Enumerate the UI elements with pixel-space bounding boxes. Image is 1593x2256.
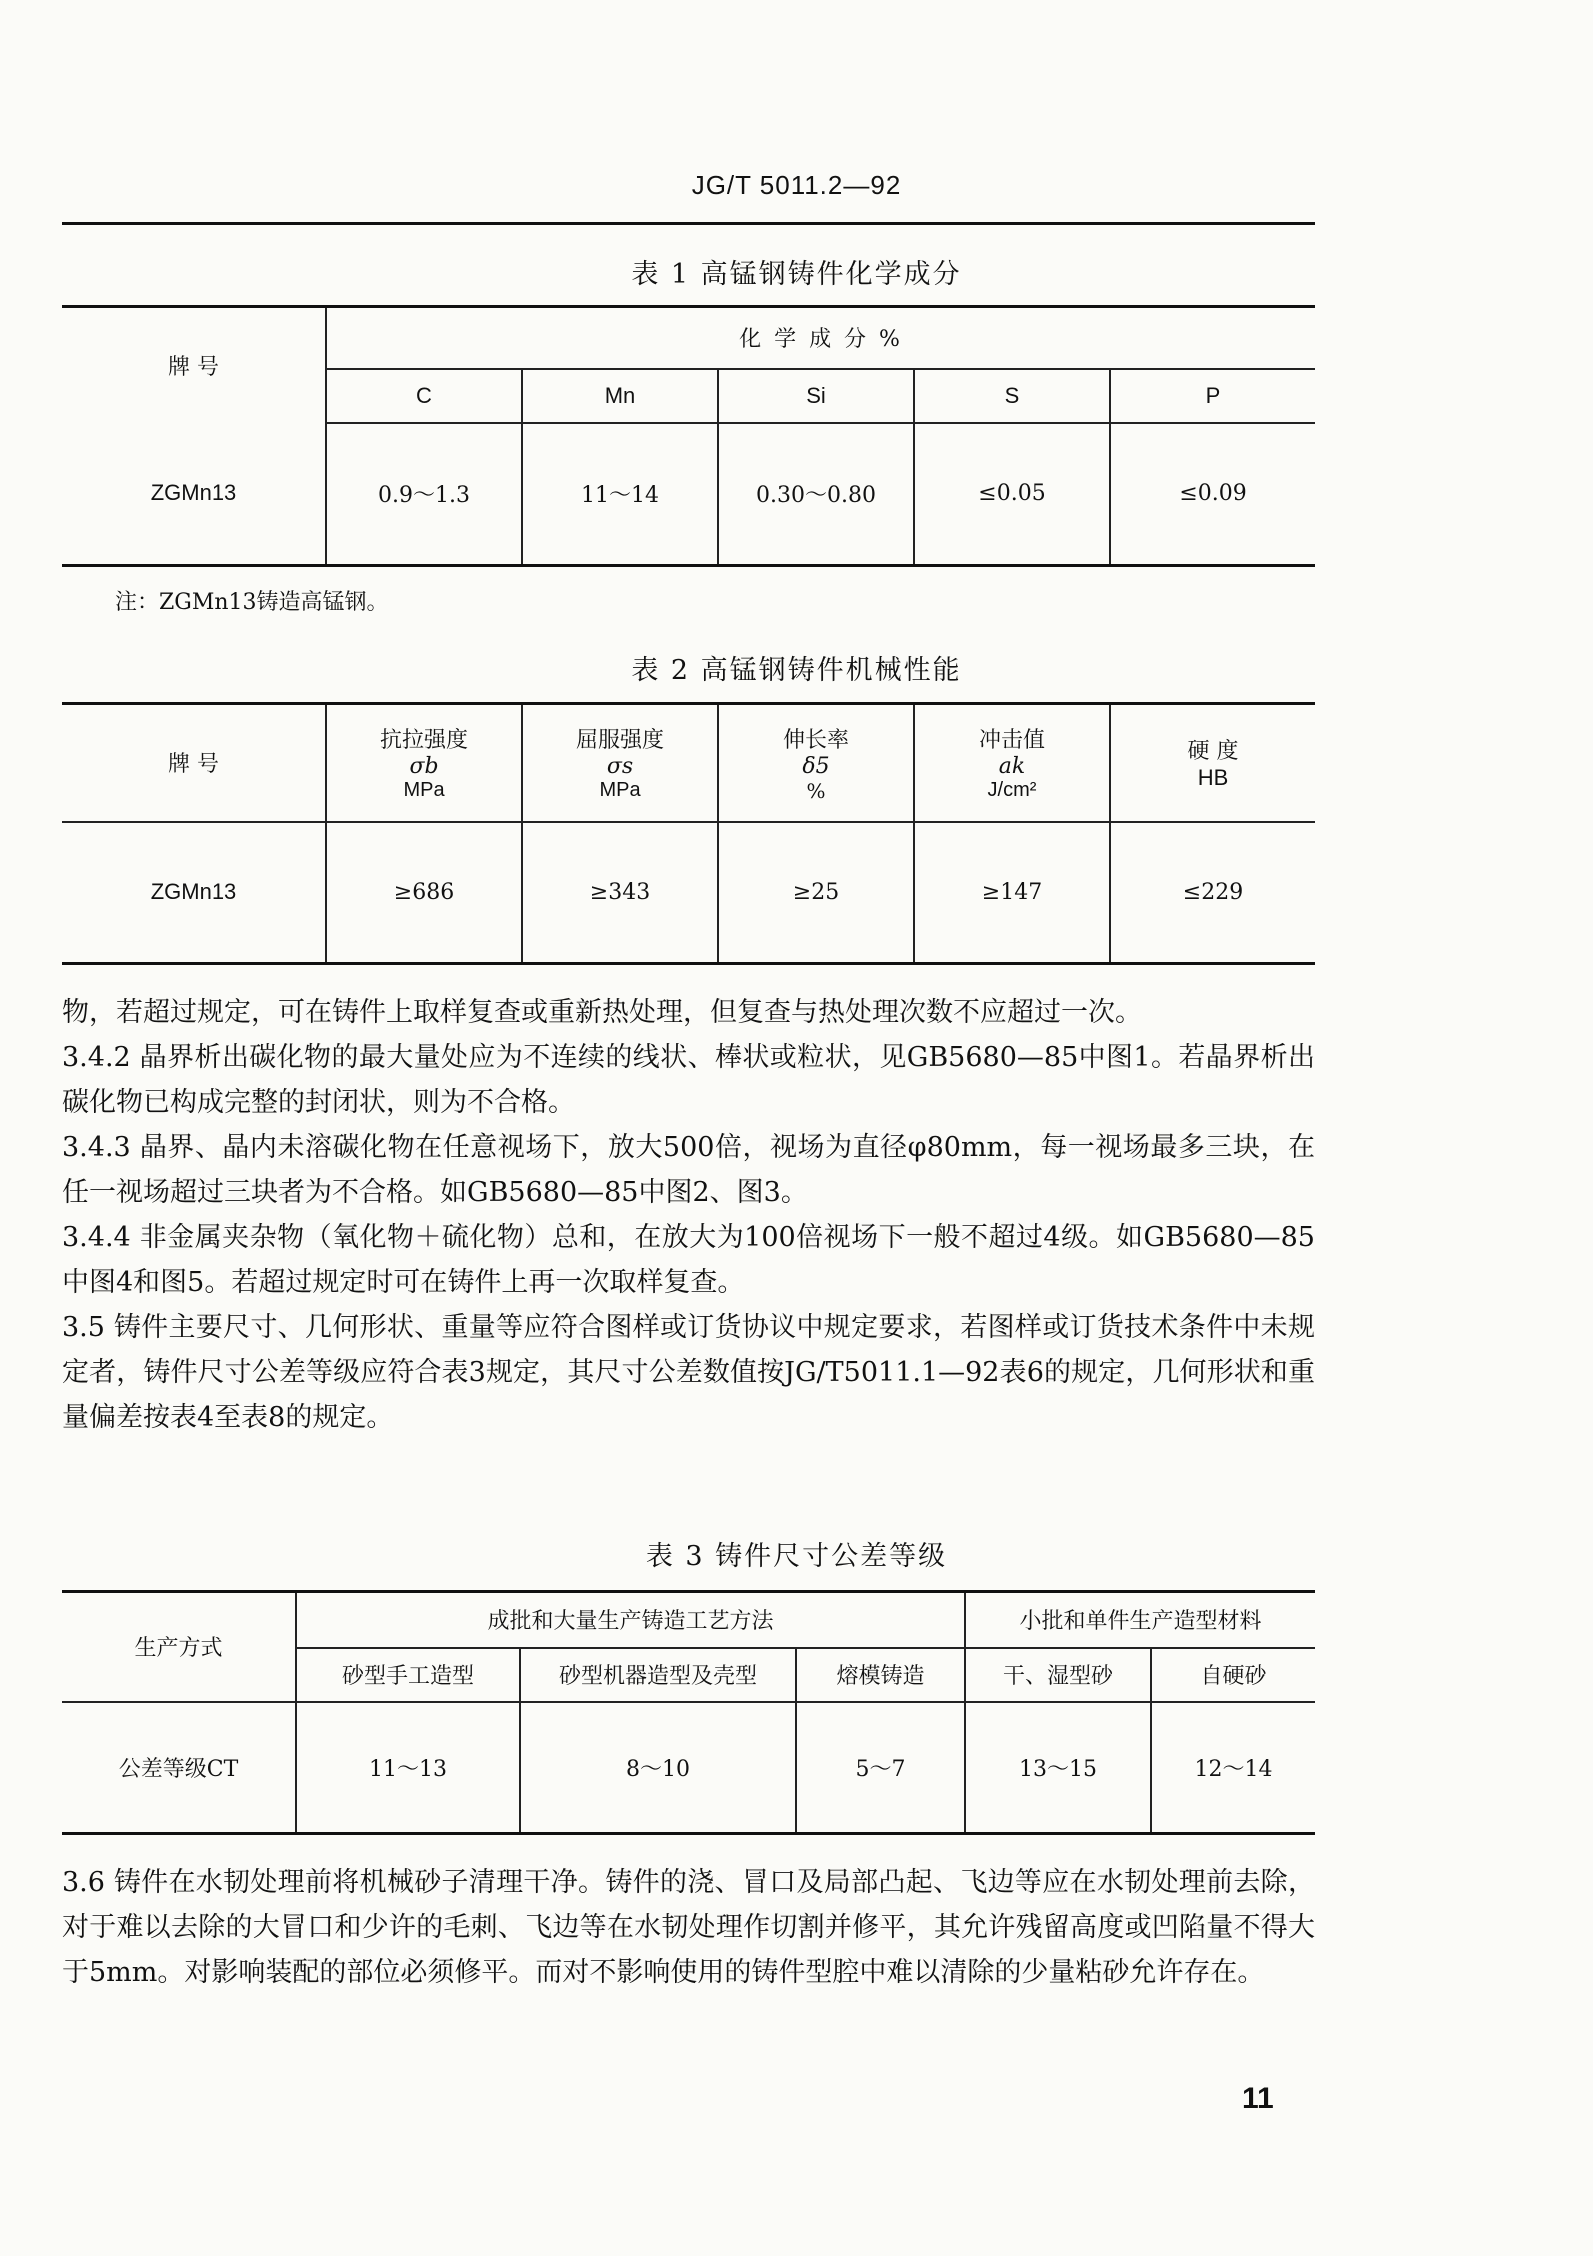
yield-unit: MPa: [599, 779, 641, 802]
table3-col-dry-wet-sand: 干、湿型砂: [965, 1648, 1151, 1702]
elongation-unit: %: [806, 778, 826, 803]
table2-col-tensile: [326, 704, 522, 822]
table2-caption: 表 2 高锰钢铸件机械性能: [631, 655, 962, 686]
header-rule: [62, 222, 1315, 225]
table3-caption: 表 3 铸件尺寸公差等级: [645, 1541, 948, 1572]
paragraph-continued: 物，若超过规定，可在铸件上取样复查或重新热处理，但复查与热处理次数不应超过一次。: [62, 997, 1142, 1028]
clause-3-5: 3.5 铸件主要尺寸、几何形状、重量等应符合图样或订货协议中规定要求，若图样或订货技术条件中未规定者，铸件尺寸公差等级应符合表3规定，其尺寸公差数值按JG/T5011.1—92表6的规定，几何形状和重量偏差按表4至表8的规定。: [62, 1312, 1315, 1433]
table3: [62, 1590, 1315, 1835]
tensile-unit: MPa: [403, 779, 445, 802]
table2-cell-tensile: ≥686: [326, 822, 522, 964]
table3-col-machine-sand: 砂型机器造型及壳型: [520, 1648, 796, 1702]
table3-cell-machine-sand: 8～10: [520, 1702, 796, 1834]
table3-group2: 小批和单件生产造型材料: [965, 1592, 1315, 1648]
table3-col-hand-sand: 砂型手工造型: [296, 1648, 520, 1702]
table1-col-si: Si: [718, 369, 914, 423]
table2-grade-header: 牌 号: [62, 704, 326, 822]
table1-grade-header: 牌 号: [62, 307, 326, 423]
table1-cell-si: 0.30～0.80: [718, 423, 914, 566]
table1-col-p: P: [1110, 369, 1315, 423]
table2-cell-hardness: ≤229: [1110, 822, 1315, 964]
yield-name: 屈服强度: [575, 728, 664, 754]
table1: [62, 305, 1315, 567]
table1-group-header: 化 学 成 分 %: [326, 307, 1315, 369]
elongation-name: 伸长率: [782, 727, 849, 753]
body-section-2: [62, 1860, 1315, 1995]
hardness-name: 硬 度: [1187, 739, 1239, 765]
table3-col-self-hardening: 自硬砂: [1151, 1648, 1315, 1702]
table1-col-s: S: [914, 369, 1110, 423]
body-section-1: [62, 990, 1315, 1440]
table3-cell-investment: 5～7: [796, 1702, 965, 1834]
table1-cell-mn: 11～14: [522, 423, 718, 566]
table2-cell-elongation: ≥25: [718, 822, 914, 964]
table2-col-impact: [914, 704, 1110, 822]
table3-cell-self-hardening: 12～14: [1151, 1702, 1315, 1834]
table2-col-yield: [522, 704, 718, 822]
hardness-symbol: HB: [1197, 765, 1229, 791]
impact-name: 冲击值: [978, 728, 1045, 754]
page-number: 11: [1242, 2082, 1274, 2115]
table2-col-elongation: [718, 704, 914, 822]
table2-col-hardness: [1110, 704, 1315, 822]
table2-row-grade: ZGMn13: [62, 822, 326, 964]
clause-3-4-2: 3.4.2 晶界析出碳化物的最大量处应为不连续的线状、棒状或粒状，见GB5680—85中图1。若晶界析出碳化物已构成完整的封闭状，则为不合格。: [62, 1042, 1315, 1118]
table2-cell-impact: ≥147: [914, 822, 1110, 964]
table3-cell-dry-wet-sand: 13～15: [965, 1702, 1151, 1834]
clause-3-6: 3.6 铸件在水韧处理前将机械砂子清理干净。铸件的浇、冒口及局部凸起、飞边等应在水韧处理前去除，对于难以去除的大冒口和少许的毛刺、飞边等在水韧处理作切割并修平，其允许残留高度或凹陷量不得大于5mm。对影响装配的部位必须修平。而对不影响使用的铸件型腔中难以清除的少量粘砂允许存在。: [62, 1867, 1315, 1988]
yield-symbol: σs: [606, 754, 634, 780]
tensile-symbol: σb: [409, 754, 439, 780]
standard-number-header: JG/T 5011.2—92: [691, 170, 902, 200]
clause-3-4-4: 3.4.4 非金属夹杂物（氧化物＋硫化物）总和，在放大为100倍视场下一般不超过4级。如GB5680—85中图4和图5。若超过规定时可在铸件上再一次取样复查。: [62, 1222, 1315, 1298]
table3-col-investment: 熔模铸造: [796, 1648, 965, 1702]
table1-cell-s: ≤0.05: [914, 423, 1110, 566]
table1-col-c: C: [326, 369, 522, 423]
table1-col-mn: Mn: [522, 369, 718, 423]
table3-group1: 成批和大量生产铸造工艺方法: [296, 1592, 965, 1648]
table1-note: 注：ZGMn13铸造高锰钢。: [115, 590, 389, 615]
table1-caption: 表 1 高锰钢铸件化学成分: [631, 259, 962, 290]
clause-3-4-3: 3.4.3 晶界、晶内未溶碳化物在任意视场下，放大500倍，视场为直径φ80mm，每一视场最多三块，在任一视场超过三块者为不合格。如GB5680—85中图2、图3。: [62, 1132, 1315, 1208]
impact-symbol: ak: [998, 754, 1026, 780]
table1-cell-c: 0.9～1.3: [326, 423, 522, 566]
tensile-name: 抗拉强度: [379, 728, 468, 754]
table2: [62, 702, 1315, 965]
table1-row-grade: ZGMn13: [62, 423, 326, 566]
table2-cell-yield: ≥343: [522, 822, 718, 964]
elongation-symbol: δ5: [802, 753, 830, 779]
impact-unit: J/cm²: [987, 779, 1037, 802]
table3-row-label: 公差等级CT: [62, 1702, 296, 1834]
table1-cell-p: ≤0.09: [1110, 423, 1315, 566]
table3-cell-hand-sand: 11～13: [296, 1702, 520, 1834]
table3-row-header: 生产方式: [62, 1592, 296, 1702]
